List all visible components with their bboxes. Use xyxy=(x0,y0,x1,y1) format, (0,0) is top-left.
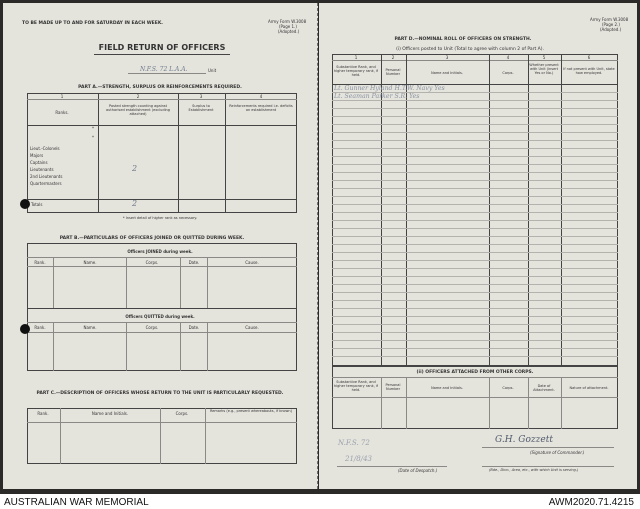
despatch-date-label: (Date of Despatch.) xyxy=(398,468,438,473)
attached-col-name: Name and Initials. xyxy=(431,386,463,390)
handwritten-date: 21/8/43 xyxy=(345,455,372,463)
part-d-col-num-2: 2 xyxy=(391,55,395,60)
signature-label: (Signature of Commander.) xyxy=(530,450,585,455)
ruled-row-line xyxy=(332,244,618,245)
asterisk-marker: * xyxy=(92,126,94,131)
ruled-row-line xyxy=(332,308,618,309)
rank-label: Captains xyxy=(30,160,48,165)
part-d-section2-heading: (ii) OFFICERS ATTACHED FROM OTHER CORPS. xyxy=(416,370,534,375)
quitted-col-rank: Rank. xyxy=(34,325,46,330)
ruled-row-line xyxy=(332,220,618,221)
part-c-table xyxy=(27,408,297,464)
asterisk-marker: * xyxy=(92,135,94,140)
attached-col-rank: Substantive Rank, and higher temporary rank, if held. xyxy=(333,380,379,393)
part-a-col-posted: Posted strength counting against authorised establishment (excluding attached) xyxy=(105,104,170,117)
ruled-row-line xyxy=(332,164,618,165)
joined-col-corps: Corps. xyxy=(145,260,159,265)
rank-label: 2nd Lieutenants xyxy=(30,174,63,179)
ruled-row-line xyxy=(332,188,618,189)
caption-source: AUSTRALIAN WAR MEMORIAL xyxy=(4,497,149,508)
form-number-left: Army Form W.3008 xyxy=(268,19,307,24)
ruled-row-line xyxy=(332,284,618,285)
joined-col-name: Name. xyxy=(83,260,97,265)
ruled-row-line xyxy=(332,100,618,101)
ruled-row-line xyxy=(332,156,618,157)
ruled-row-line xyxy=(332,140,618,141)
ruled-row-line xyxy=(332,92,618,93)
part-d-col-corps: Corps. xyxy=(502,71,514,75)
part-a-footnote: * Insert detail of higher rank as necessary. xyxy=(122,216,198,220)
part-c-col-remarks: Remarks (e.g., present whereabouts, if known) xyxy=(209,409,293,413)
attached-col-corps: Corps. xyxy=(502,386,514,390)
part-a-col-surplus: Surplus to Establishment xyxy=(188,104,214,113)
form-number-right: Army Form W.3008 xyxy=(590,17,629,22)
part-d-col-present: Whether present with Unit (insert Yes or No.) xyxy=(529,63,559,76)
ruled-row-line xyxy=(332,332,618,333)
ruled-row-line xyxy=(332,356,618,357)
ruled-row-line xyxy=(332,108,618,109)
form-page-right: (Page 2.) xyxy=(602,22,620,27)
quitted-col-name: Name. xyxy=(83,325,97,330)
part-d-heading: PART D.—NOMINAL ROLL OF OFFICERS ON STRENGTH. xyxy=(394,37,532,42)
handwritten-place: N.F.S. 72 xyxy=(338,439,370,447)
part-a-col-num-1: 1 xyxy=(60,94,64,99)
part-d-col-employed: If not present with Unit, state how employed. xyxy=(563,67,615,76)
quitted-col-cause: Cause. xyxy=(245,325,259,330)
ruled-row-line xyxy=(332,124,618,125)
handwritten-row: Lt. Gunner Hyland H.T.W. Navy Yes xyxy=(334,85,445,92)
ruled-row-line xyxy=(332,116,618,117)
caption-accession-number: AWM2020.71.4215 xyxy=(548,497,634,508)
rank-label: Majors xyxy=(30,153,44,158)
part-c-col-corps: Corps. xyxy=(175,411,189,416)
commander-signature: G.H. Gozzett xyxy=(495,435,553,445)
ruled-row-line xyxy=(332,316,618,317)
ruled-row-line xyxy=(332,260,618,261)
part-d-col-name: Name and Initials. xyxy=(431,71,463,75)
part-d-col-number: Personal Number xyxy=(385,68,401,77)
top-notice: TO BE MADE UP TO AND FOR SATURDAY IN EACH WEEK. xyxy=(22,21,164,26)
punch-hole xyxy=(20,199,30,209)
part-c-heading: PART C.—DESCRIPTION OF OFFICERS WHOSE RETURN TO THE UNIT IS PARTICULARLY REQUESTED. xyxy=(36,391,284,396)
ruled-row-line xyxy=(332,172,618,173)
attached-col-number: Personal Number xyxy=(385,383,401,392)
ruled-row-line xyxy=(332,148,618,149)
ruled-row-line xyxy=(332,292,618,293)
part-a-col-num-2: 2 xyxy=(136,94,140,99)
part-d-col-num-3: 3 xyxy=(445,55,449,60)
rank-label: Lieut.-Colonels xyxy=(30,146,60,151)
ruled-row-line xyxy=(332,236,618,237)
ruled-row-line xyxy=(332,276,618,277)
part-c-col-name: Name and Initials. xyxy=(91,411,129,416)
attached-col-date: Date of Attachment. xyxy=(533,384,555,393)
rank-label: Lieutenants xyxy=(30,167,54,172)
punch-hole xyxy=(20,324,30,334)
totals-value: 2 xyxy=(132,199,138,208)
totals-label: Totals xyxy=(31,202,43,207)
form-adopted-right: (Adopted.) xyxy=(600,27,622,32)
ruled-row-line xyxy=(332,212,618,213)
joined-heading: Officers JOINED during week. xyxy=(127,249,193,254)
unit-line xyxy=(128,73,206,74)
joined-col-date: Date. xyxy=(188,260,200,265)
part-a-col-num-4: 4 xyxy=(259,94,263,99)
part-d-col-rank: Substantive Rank, and higher temporary rank, if held. xyxy=(333,65,379,78)
unit-handwritten: N.F.S. 72 L.A.A. xyxy=(140,66,188,73)
part-d-section1-heading: (i) Officers posted to Unit (Total to agree with column 2 of Part A). xyxy=(396,47,544,52)
ruled-row-line xyxy=(332,132,618,133)
quitted-col-corps: Corps. xyxy=(145,325,159,330)
ruled-row-line xyxy=(332,252,618,253)
part-a-col-num-3: 3 xyxy=(199,94,203,99)
title-underline xyxy=(94,54,230,55)
joined-col-rank: Rank. xyxy=(34,260,46,265)
ruled-row-line xyxy=(332,180,618,181)
ruled-row-line xyxy=(332,340,618,341)
ruled-row-line xyxy=(332,196,618,197)
lieutenants-count: 2 xyxy=(132,164,138,173)
part-a-col-reinforcements: Reinforcements required i.e. deficits on establishment xyxy=(229,104,293,113)
joined-col-cause: Cause. xyxy=(245,260,259,265)
quitted-heading: Officers QUITTED during week. xyxy=(125,314,195,319)
form-adopted-left: (Adopted.) xyxy=(278,29,300,34)
ruled-row-line xyxy=(332,324,618,325)
rank-label: Quartermasters xyxy=(30,181,62,186)
form-title: FIELD RETURN OF OFFICERS xyxy=(98,43,226,52)
part-a-heading: PART A.—STRENGTH, SURPLUS OR REINFORCEMENTS REQUIRED. xyxy=(78,85,242,90)
form-page-left: (Page 1.) xyxy=(279,24,297,29)
part-b-heading: PART B.—PARTICULARS OF OFFICERS JOINED OR QUITTED DURING WEEK. xyxy=(59,236,245,241)
serving-unit-label: (Bde., Divn., Area, etc., with which Unit is serving.) xyxy=(489,468,579,472)
part-c-col-rank: Rank. xyxy=(37,411,49,416)
ruled-row-line xyxy=(332,268,618,269)
ruled-row-line xyxy=(332,204,618,205)
ruled-row-line xyxy=(332,228,618,229)
unit-label: Unit xyxy=(208,68,217,73)
ruled-row-line xyxy=(332,300,618,301)
ruled-row-line xyxy=(332,348,618,349)
handwritten-row: Lt. Seaman Parker S.R. Yes xyxy=(334,93,420,100)
part-d-col-num-1: 1 xyxy=(354,55,358,60)
quitted-col-date: Date. xyxy=(188,325,200,330)
part-d-col-num-5: 5 xyxy=(542,55,546,60)
part-d-col-num-4: 4 xyxy=(506,55,510,60)
part-a-col-ranks: Ranks. xyxy=(55,110,69,115)
part-d-col-num-6: 6 xyxy=(587,55,591,60)
attached-col-nature: Nature of attachment. xyxy=(569,386,609,390)
